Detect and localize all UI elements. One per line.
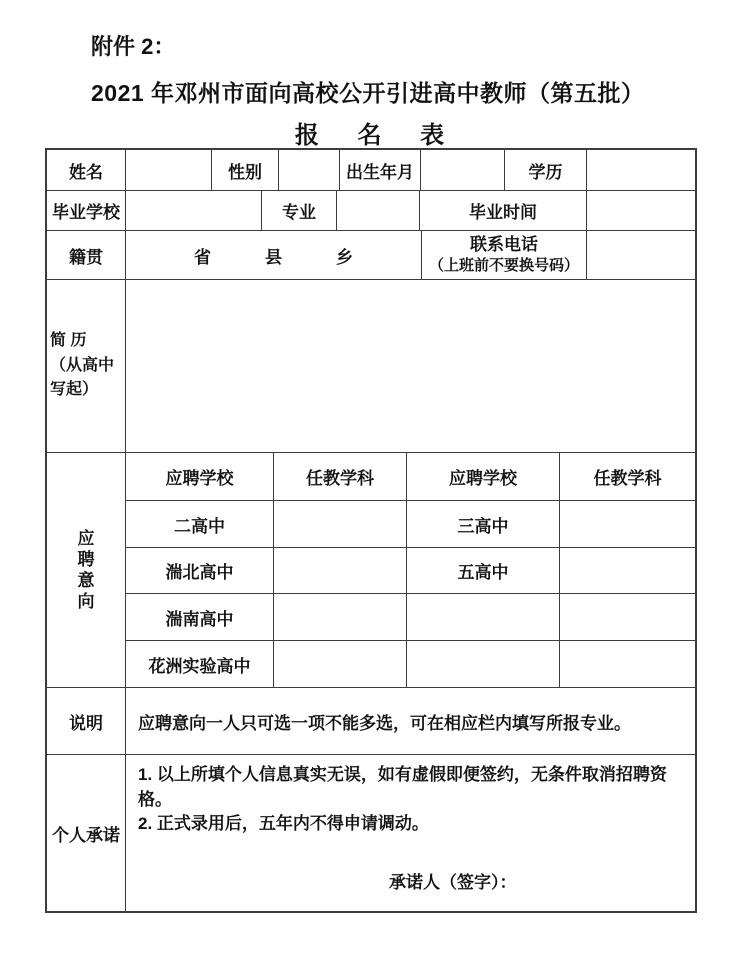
intention-label-char1: 应: [77, 528, 95, 548]
phone-label-line2: （上班前不要换号码）: [428, 257, 579, 275]
intention-header-subject-1: 任教学科: [274, 453, 407, 500]
intention-label-char4: 向: [77, 592, 95, 612]
intention-row-4: [126, 641, 695, 687]
school-tuanbei-subject-cell: [274, 548, 407, 593]
commitment-label: 个人承诺: [47, 755, 126, 911]
row-basic-1: [47, 150, 695, 191]
birth-date-label: 出生年月: [340, 150, 421, 190]
commitment-lines: [126, 755, 695, 837]
row-basic-3: [47, 231, 695, 280]
row-commitment: [47, 755, 695, 911]
grad-time-value-cell: [587, 191, 695, 230]
school-tuannan-label: 湍南高中: [126, 594, 274, 640]
phone-value-cell: [587, 231, 695, 279]
major-label: 专业: [262, 191, 337, 230]
document-title: 2021 年邓州市面向高校公开引进高中教师（第五批）: [91, 80, 645, 106]
intention-row-2: [126, 548, 695, 594]
resume-label: [47, 280, 126, 452]
intention-row4-subject-cell: [560, 641, 695, 687]
school-no3-subject-cell: [560, 501, 695, 547]
origin-label: 籍贯: [47, 231, 126, 279]
origin-value-cell: [126, 231, 422, 279]
origin-province-label: 省: [194, 247, 211, 267]
phone-label-line1: 联系电话: [470, 235, 538, 255]
commitment-content-cell: [126, 755, 695, 911]
intention-header-school-1: 应聘学校: [126, 453, 274, 500]
school-no5-subject-cell: [560, 548, 695, 593]
education-value-cell: [587, 150, 695, 190]
school-no3-label: 三高中: [407, 501, 560, 547]
intention-header-subject-2: 任教学科: [593, 469, 662, 488]
school-no2-subject-cell: [274, 501, 407, 547]
row-resume: [47, 280, 695, 453]
grad-school-label: 毕业学校: [47, 191, 126, 230]
note-label: 说明: [47, 688, 126, 754]
commitment-line-1: 1. 以上所填个人信息真实无误，如有虚假即便签约，无条件取消招聘资格。: [138, 765, 667, 809]
signature-label: 承诺人（签字）：: [389, 873, 517, 892]
resume-label-line2: （从高中: [50, 356, 115, 374]
school-no2-label: 二高中: [126, 501, 274, 547]
major-value-cell: [337, 191, 420, 230]
commitment-line-2: 2. 正式录用后，五年内不得申请调动。: [138, 814, 429, 834]
intention-row-3: [126, 594, 695, 641]
school-tuanbei-label: 湍北高中: [126, 548, 274, 593]
resume-label-line1: 简 历: [50, 331, 87, 349]
intention-row-1: [126, 501, 695, 548]
intention-row4-school-cell: [407, 641, 560, 687]
intention-header-school-2: 应聘学校: [407, 453, 560, 500]
gender-label: 性别: [212, 150, 279, 190]
intention-row3-school-cell: [407, 594, 560, 640]
intention-label-char3: 意: [77, 571, 95, 590]
form-title: 报 名 表: [294, 122, 448, 149]
registration-form-table: [45, 148, 697, 913]
name-value-cell: [126, 150, 212, 190]
school-tuannan-subject-cell: [274, 594, 407, 640]
name-label: 姓名: [47, 150, 126, 190]
origin-township-label: 乡: [336, 247, 353, 267]
intention-row3-subject-cell: [560, 594, 695, 640]
note-text: 应聘意向一人只可选一项不能多选，可在相应栏内填写所报专业。: [138, 713, 631, 733]
school-huazhou-label: 花洲实验高中: [126, 641, 274, 687]
origin-county-label: 县: [265, 247, 282, 267]
grad-time-label: 毕业时间: [420, 191, 587, 230]
resume-value-cell: [126, 280, 695, 452]
intention-label: [47, 453, 126, 687]
phone-label: [422, 231, 587, 279]
row-basic-2: [47, 191, 695, 231]
resume-label-line3: 写起）: [50, 381, 99, 399]
school-huazhou-subject-cell: [274, 641, 407, 687]
gender-value-cell: [279, 150, 340, 190]
birth-date-value-cell: [421, 150, 505, 190]
attachment-label: 附件 2：: [91, 34, 176, 59]
intention-header-row: [126, 453, 695, 501]
intention-label-char2: 聘: [77, 549, 95, 569]
section-intention: [47, 453, 695, 688]
school-no5-label: 五高中: [407, 548, 560, 593]
intention-grid: [126, 453, 695, 687]
grad-school-value-cell: [126, 191, 262, 230]
education-label: 学历: [505, 150, 587, 190]
row-note: [47, 688, 695, 755]
